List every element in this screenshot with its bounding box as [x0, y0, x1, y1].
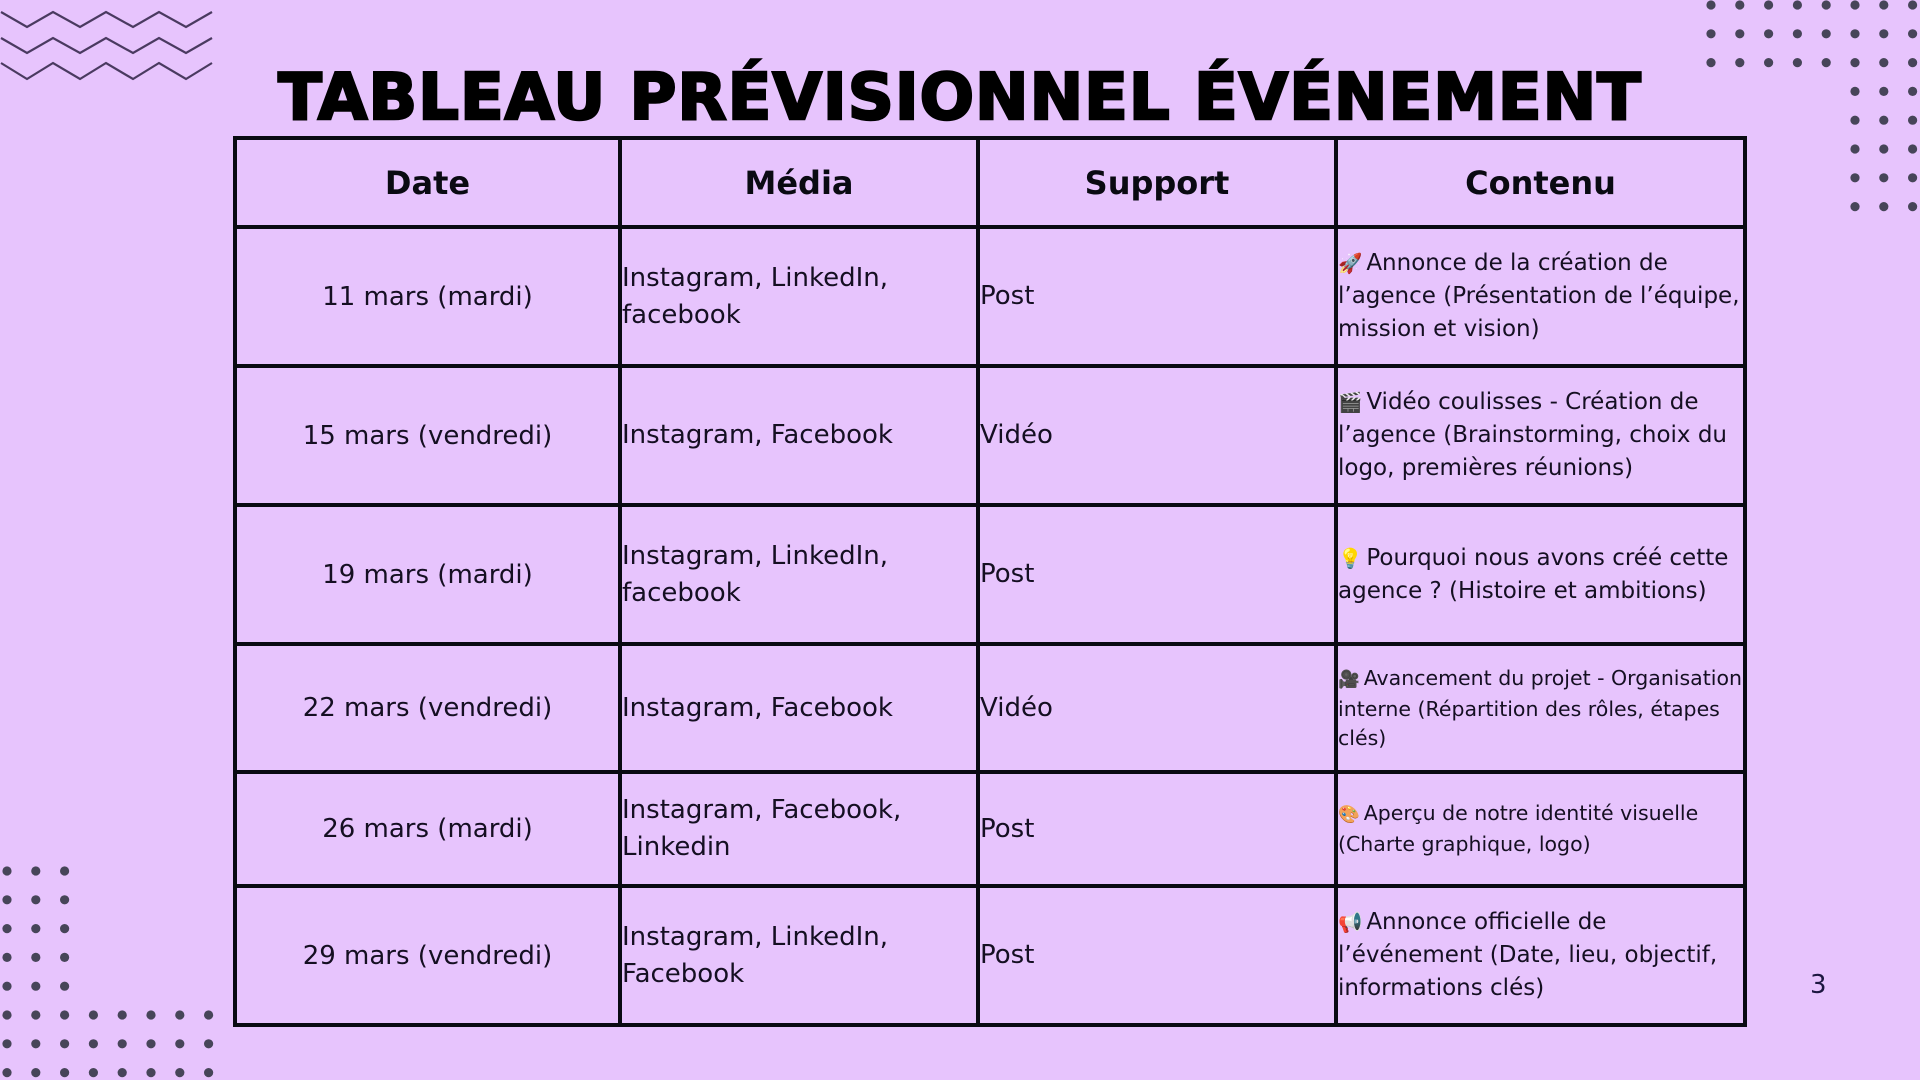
megaphone-icon: 📢	[1338, 911, 1363, 934]
table-row	[235, 227, 1745, 366]
column-header-support: Support	[978, 138, 1336, 227]
media-cell: Instagram, LinkedIn, facebook	[620, 227, 978, 366]
page-number: 3	[1810, 970, 1827, 1000]
media-cell: Instagram, LinkedIn, facebook	[620, 505, 978, 644]
media-cell: Instagram, Facebook, Linkedin	[620, 772, 978, 886]
support-cell: Post	[978, 772, 1336, 886]
clapper-board-icon: 🎬	[1338, 391, 1363, 414]
content-text: Aperçu de notre identité visuelle (Charte graphique, logo)	[1338, 801, 1699, 856]
table-row	[235, 886, 1745, 1025]
content-text: Annonce officielle de l’événement (Date, lieu, objectif, informations clés)	[1338, 909, 1718, 1001]
column-header-media: Média	[620, 138, 978, 227]
date-cell: 11 mars (mardi)	[235, 227, 620, 366]
table-row	[235, 366, 1745, 505]
support-cell: Post	[978, 886, 1336, 1025]
palette-icon: 🎨	[1338, 805, 1360, 825]
content-text: Pourquoi nous avons créé cette agence ? (Histoire et ambitions)	[1338, 544, 1729, 604]
column-header-date: Date	[235, 138, 620, 227]
content-cell	[1336, 505, 1745, 644]
media-cell: Instagram, LinkedIn, Facebook	[620, 886, 978, 1025]
content-cell	[1336, 772, 1745, 886]
rocket-icon: 🚀	[1338, 252, 1363, 275]
table-row	[235, 505, 1745, 644]
support-cell: Vidéo	[978, 644, 1336, 772]
content-text: Avancement du projet - Organisation interne (Répartition des rôles, étapes clés)	[1338, 665, 1743, 750]
table-row	[235, 644, 1745, 772]
support-cell: Vidéo	[978, 366, 1336, 505]
content-cell	[1336, 366, 1745, 505]
light-bulb-icon: 💡	[1338, 546, 1363, 570]
date-cell: 19 mars (mardi)	[235, 505, 620, 644]
content-cell	[1336, 227, 1745, 366]
date-cell: 15 mars (vendredi)	[235, 366, 620, 505]
content-cell	[1336, 644, 1745, 772]
column-header-content: Contenu	[1336, 138, 1745, 227]
content-text: Vidéo coulisses - Création de l’agence (Brainstorming, choix du logo, premières réunions)	[1338, 389, 1728, 481]
movie-camera-icon: 🎥	[1338, 669, 1360, 690]
table-header-row	[235, 138, 1745, 227]
date-cell: 29 mars (vendredi)	[235, 886, 620, 1025]
page-title: TABLEAU PRÉVISIONNEL ÉVÉNEMENT	[278, 60, 1642, 135]
date-cell: 26 mars (mardi)	[235, 772, 620, 886]
content-text: Annonce de la création de l’agence (Présentation de l’équipe, mission et vision)	[1338, 250, 1740, 342]
media-cell: Instagram, Facebook	[620, 366, 978, 505]
media-cell: Instagram, Facebook	[620, 644, 978, 772]
support-cell: Post	[978, 227, 1336, 366]
event-schedule-table	[233, 136, 1747, 1027]
support-cell: Post	[978, 505, 1336, 644]
content-cell	[1336, 886, 1745, 1025]
table-row	[235, 772, 1745, 886]
date-cell: 22 mars (vendredi)	[235, 644, 620, 772]
